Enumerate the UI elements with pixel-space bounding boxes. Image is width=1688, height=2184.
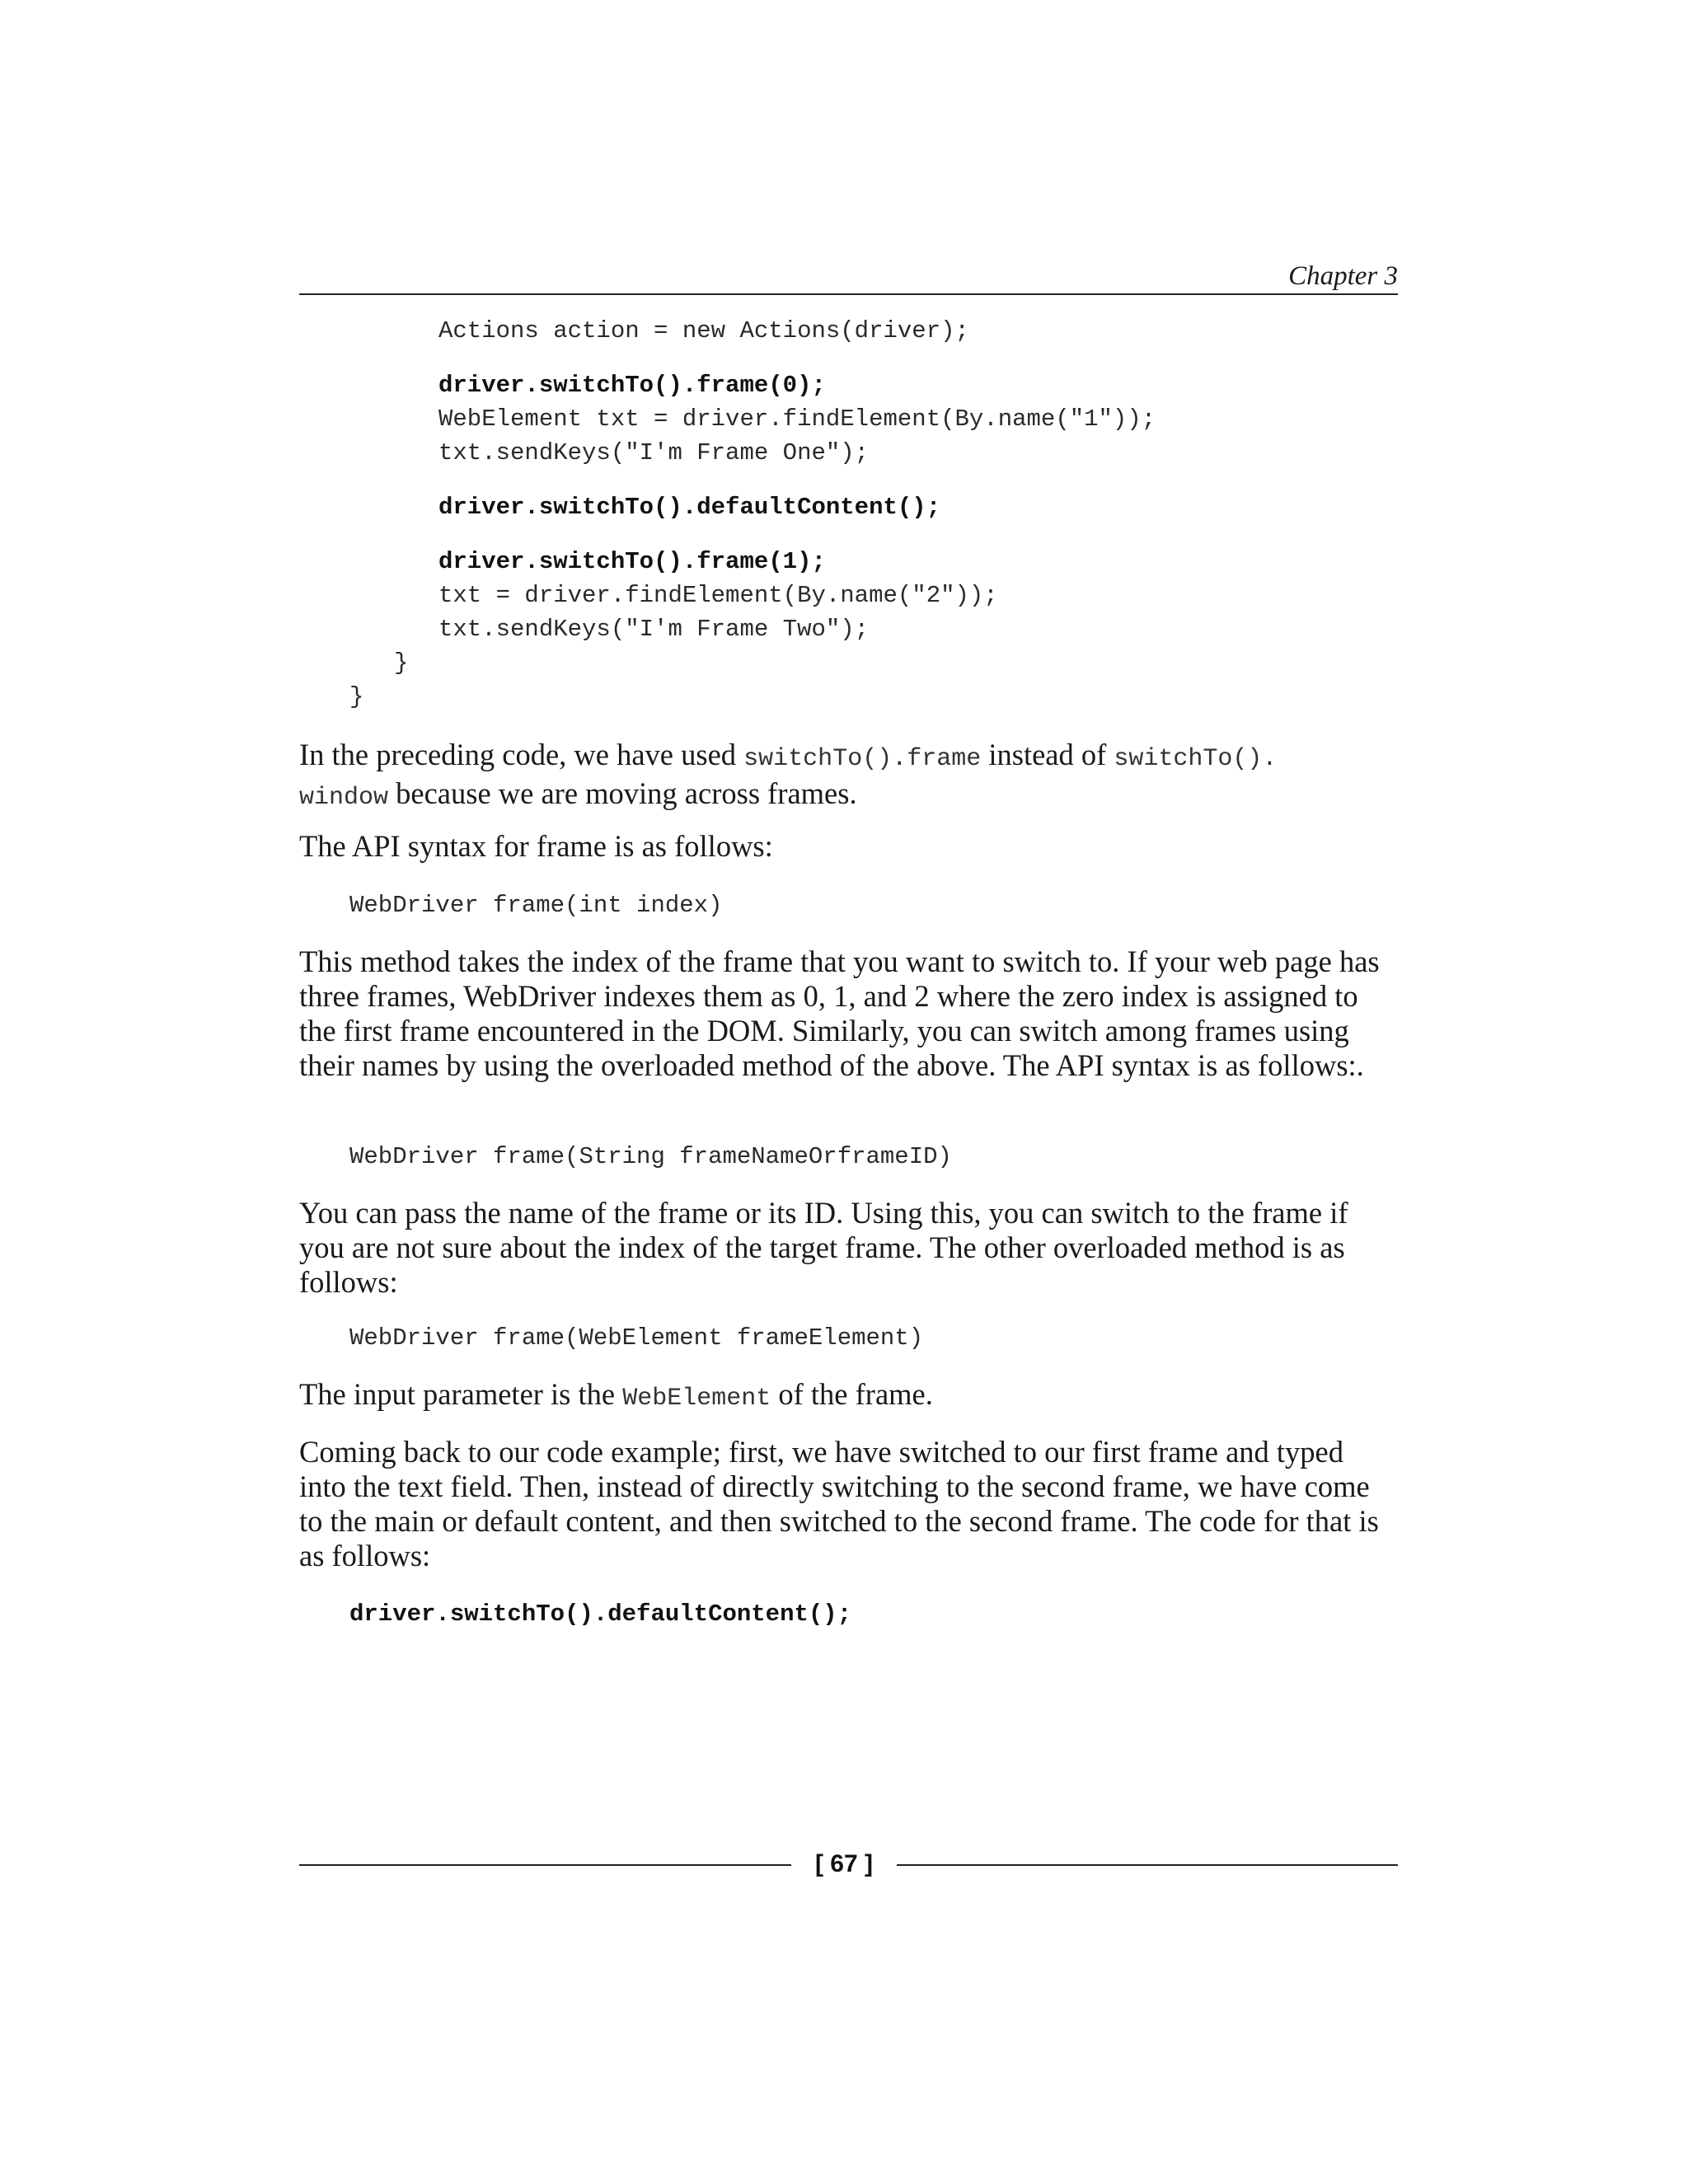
- paragraph-1-text-c: because we are moving across frames.: [388, 776, 857, 810]
- paragraph-6: Coming back to our code example; first, we have switched to our first frame and typed into the text field. Then, instead of directly switching to the second frame, we have come to the main or default content, and then switched to the second frame. The code for that is as follows:: [299, 1435, 1379, 1572]
- inline-code-switchto-frame: switchTo().frame: [743, 745, 982, 773]
- page-number: [ 67 ]: [814, 1850, 874, 1877]
- inline-code-window: window: [299, 784, 389, 812]
- code-frame-int-index: WebDriver frame(int index): [349, 892, 723, 919]
- code-line-2: driver.switchTo().frame(0);: [438, 372, 826, 399]
- code-line-5: driver.switchTo().defaultContent();: [438, 494, 941, 521]
- code-line-4: txt.sendKeys("I'm Frame One");: [438, 439, 870, 466]
- header-rule: [299, 293, 1398, 295]
- paragraph-4: You can pass the name of the frame or its ID. Using this, you can switch to the frame if you are not sure about the index of the target frame. The other overloaded method is as follows:: [299, 1196, 1348, 1299]
- chapter-header: Chapter 3: [1288, 261, 1398, 291]
- inline-code-switchto: switchTo().: [1114, 745, 1278, 773]
- code-default-content: driver.switchTo().defaultContent();: [349, 1601, 852, 1628]
- paragraph-5: [299, 1377, 1398, 1416]
- inline-code-webelement: WebElement: [622, 1385, 771, 1413]
- code-line-3: WebElement txt = driver.findElement(By.name("1"));: [438, 405, 1156, 433]
- paragraph-3: This method takes the index of the frame that you want to switch to. If your web page has three frames, WebDriver indexes them as 0, 1, and 2 where the zero index is assigned to the first frame encountered in the DOM. Similarly, you can switch among frames using their names by using the overloaded method of the above. The API syntax is as follows:.: [299, 944, 1380, 1082]
- paragraph-5-text-a: The input parameter is the: [299, 1377, 623, 1411]
- code-line-6: driver.switchTo().frame(1);: [438, 548, 826, 575]
- paragraph-5-text-b: of the frame.: [771, 1377, 933, 1411]
- code-frame-string-name: WebDriver frame(String frameNameOrframeID): [349, 1143, 952, 1170]
- footer-rule-left: [299, 1864, 791, 1866]
- code-frame-webelement: WebDriver frame(WebElement frameElement): [349, 1324, 924, 1352]
- paragraph-2: The API syntax for frame is as follows:: [299, 829, 773, 863]
- paragraph-1-text-a: In the preceding code, we have used: [299, 738, 744, 771]
- footer-rule-right: [897, 1864, 1398, 1866]
- code-line-7: txt = driver.findElement(By.name("2"));: [438, 582, 998, 609]
- code-line-1: Actions action = new Actions(driver);: [438, 317, 969, 344]
- paragraph-1-text-b: instead of: [981, 738, 1114, 771]
- code-line-9: }: [394, 649, 409, 677]
- code-line-8: txt.sendKeys("I'm Frame Two");: [438, 616, 870, 643]
- code-line-10: }: [349, 683, 364, 710]
- paragraph-1: [299, 738, 1398, 815]
